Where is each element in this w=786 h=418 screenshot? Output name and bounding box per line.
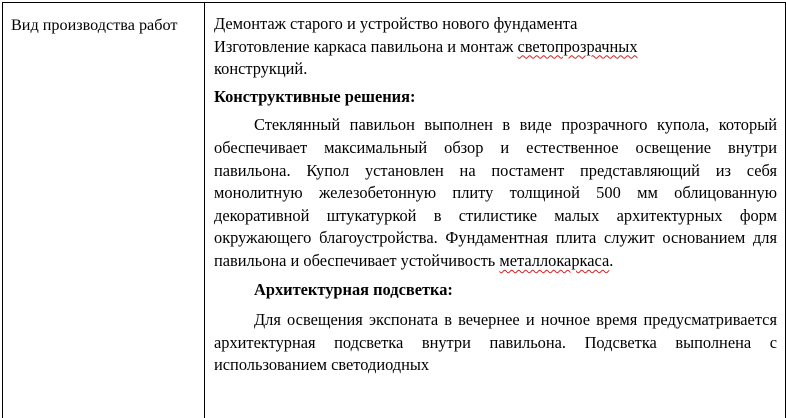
misspelled-word-2: металлокаркаса — [499, 250, 610, 270]
heading-architectural-lighting: Архитектурная подсветка: — [254, 279, 453, 299]
paragraph-structural-text: Стеклянный павильон выполнен в виде прозрачного купола, который обеспечивает максимальный обзор и естественное освещение внутри павильона. Купол установлен на постамент представляющий из себя монолитную железобетонную плиту толщиной 500 мм облицованную декоративной штукатуркой в стилистике малых архитектурных форм окружающего благоустройства. Фундаментная плита служит основанием для павильона и обеспечивает устойчивость — [214, 115, 777, 270]
text-line-3: конструкций. — [214, 59, 308, 79]
text-line-1: Демонтаж старого и устройство нового фундамента — [214, 14, 578, 33]
paragraph-structural-period: . — [609, 250, 614, 270]
heading-structural-solutions: Конструктивные решения: — [214, 86, 416, 106]
content-cell — [205, 3, 786, 418]
label-cell — [3, 3, 205, 418]
paragraph-lighting: Для освещения экспоната в вечернее и ночное время предусматривается архитектурная подсветка внутри павильона. Подсветка выполнена с использованием светодиодных — [214, 310, 777, 375]
text-line-2-start: Изготовление каркаса павильона и монтаж — [214, 36, 514, 56]
cell-content — [205, 3, 785, 377]
work-type-label: Вид производства работ — [11, 16, 178, 34]
paragraph-structural — [214, 114, 777, 272]
misspelled-word: светопрозрачных — [517, 36, 638, 56]
table-row — [3, 3, 786, 418]
text-line-2 — [214, 36, 777, 59]
work-description-table — [2, 2, 786, 418]
